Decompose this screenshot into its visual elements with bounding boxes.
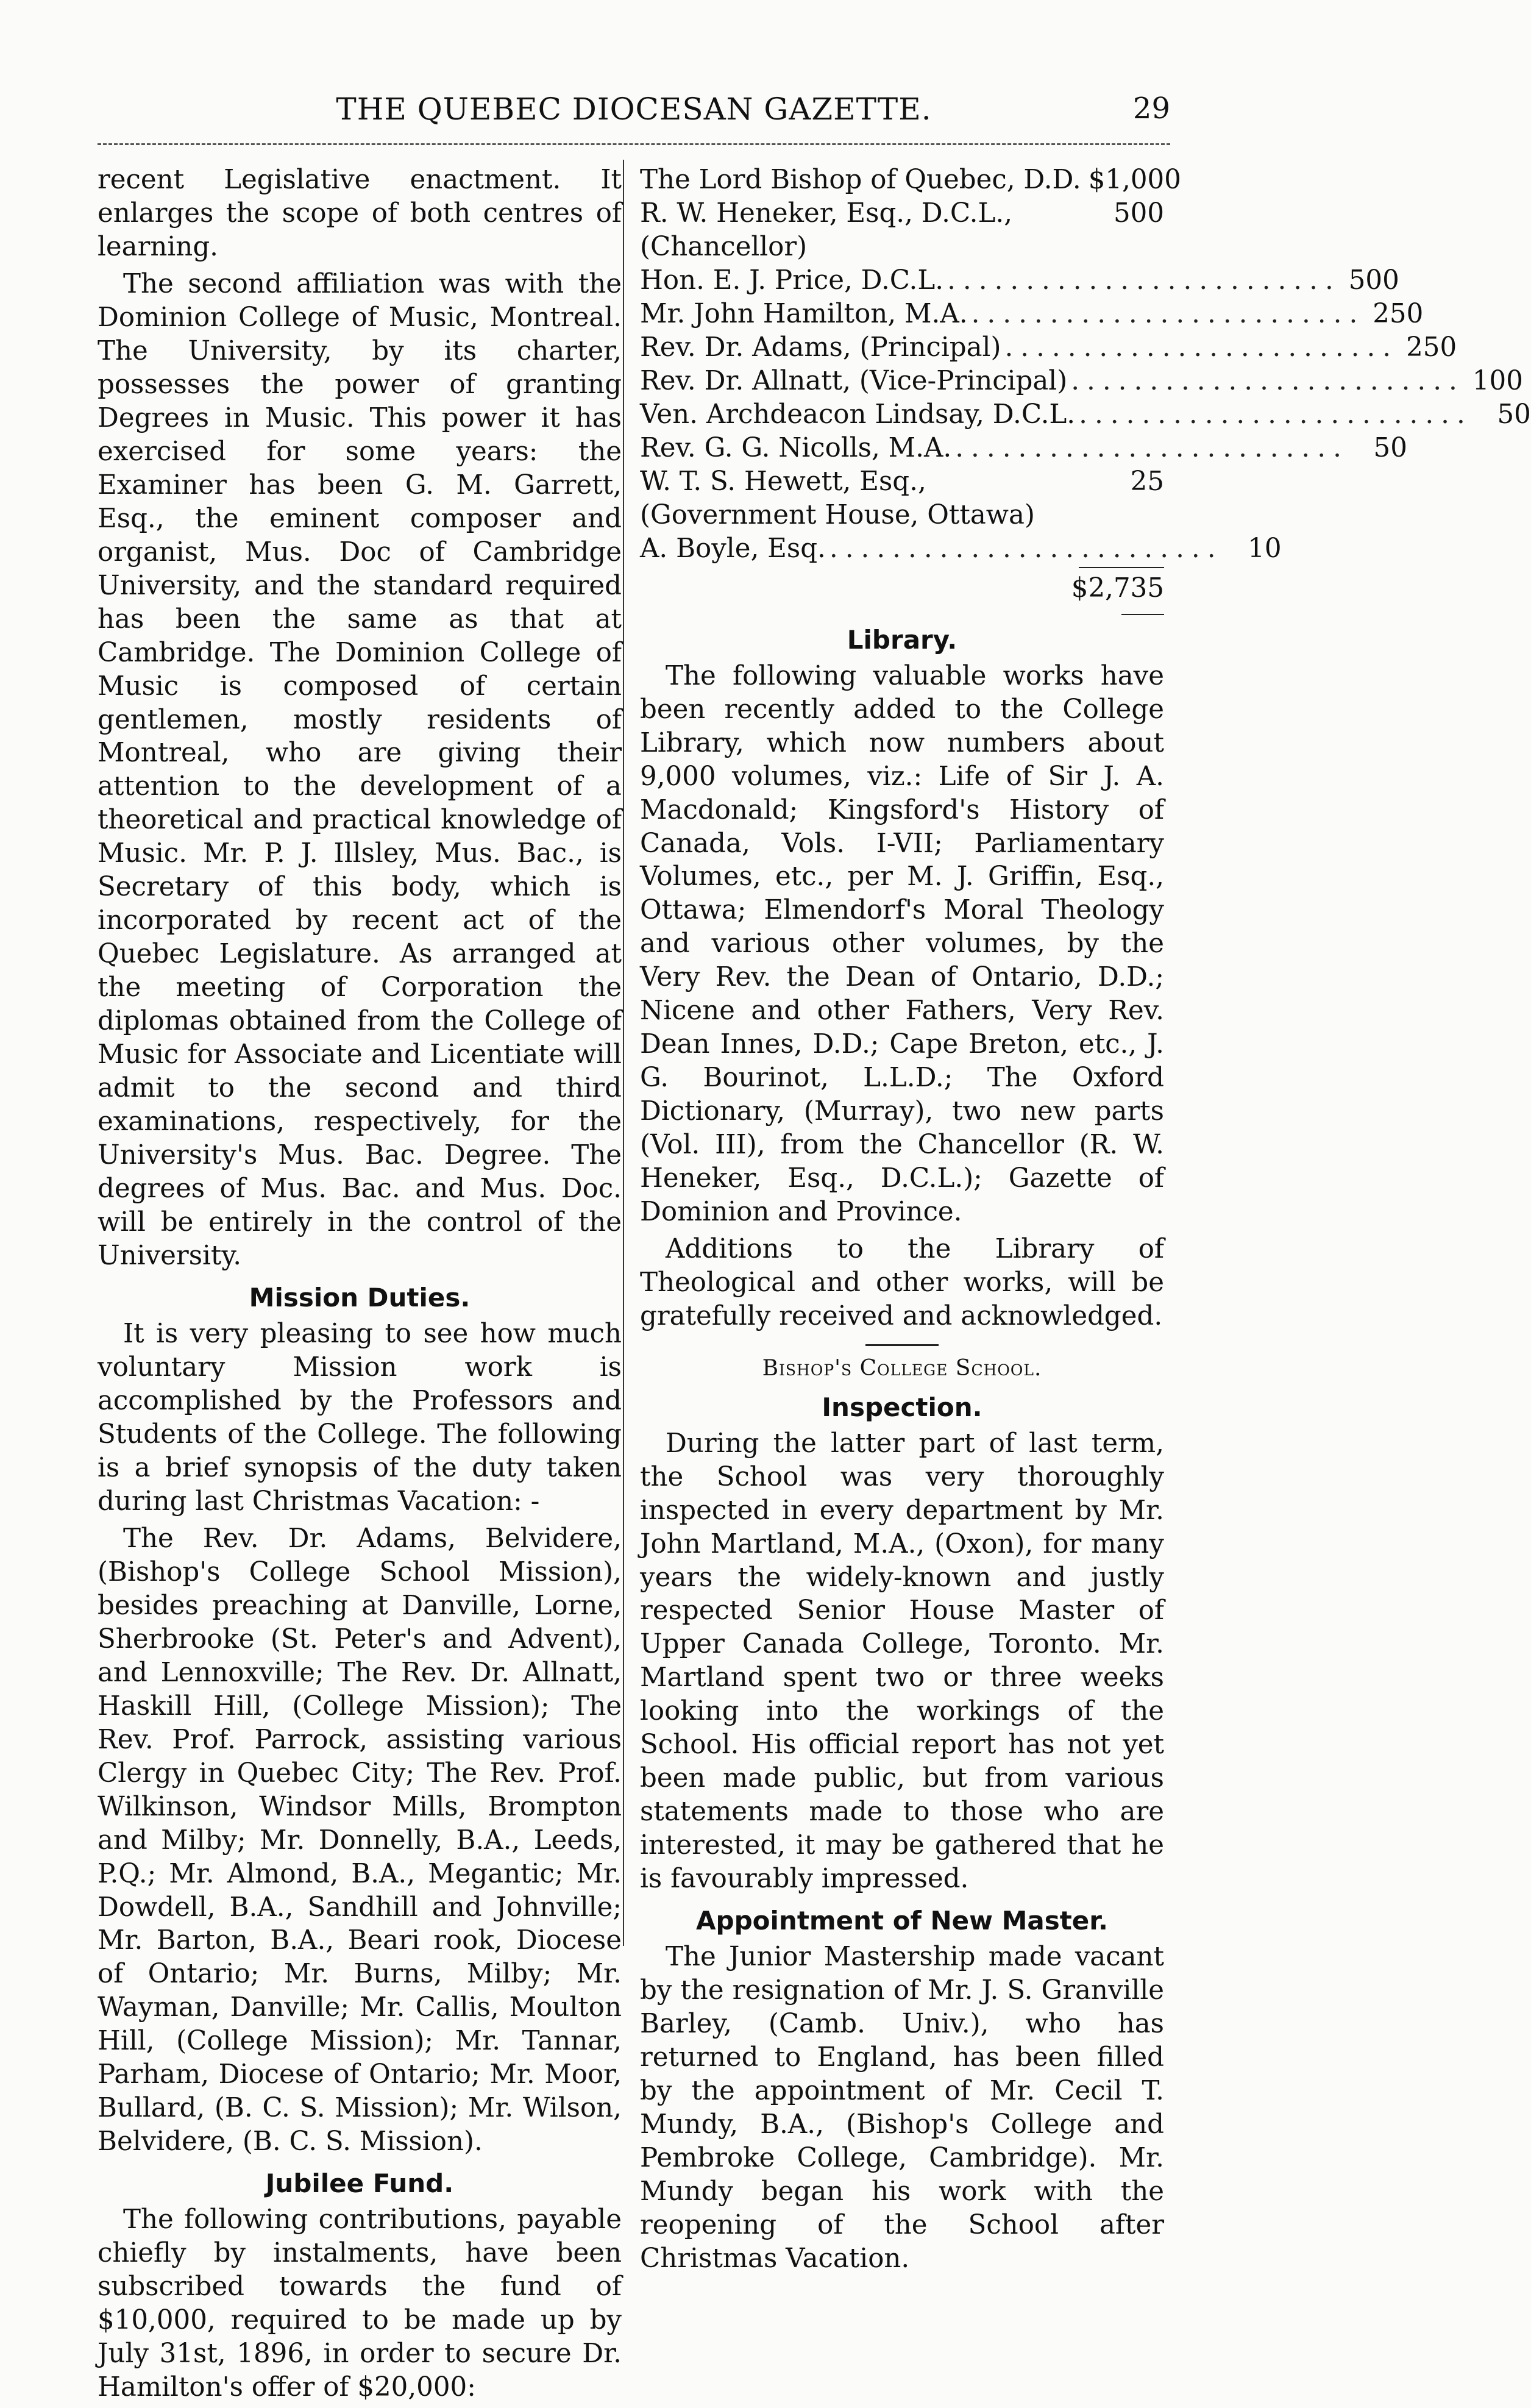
subscriber-name: R. W. Heneker, Esq., D.C.L., (Chancellor): [640, 198, 1013, 262]
subscription-amount: $1,000: [1088, 165, 1181, 195]
paragraph-library-additions: Additions to the Library of Theological and other works, will be gratefully received and acknowledged.: [640, 1234, 1164, 1332]
dot-leader: .........................: [955, 432, 1349, 463]
dot-leader: .........................: [1071, 365, 1465, 396]
left-column: [98, 163, 622, 2408]
dot-leader: .........................: [1079, 399, 1472, 430]
subscription-row: [640, 432, 1407, 465]
header-rule: [98, 143, 1170, 145]
subscriber-name: W. T. S. Hewett, Esq., (Government House, Ottawa): [640, 466, 1035, 530]
heading-mission-duties: Mission Duties.: [249, 1282, 471, 1313]
dot-leader: .........................: [829, 533, 1223, 564]
subscription-row: [640, 297, 1424, 331]
paragraph-music-affiliation: The second affiliation was with the Dominion College of Music, Montreal. The University, by its charter, possesses the power of granting Degrees in Music. This power it has exercised for some years: the Examiner has been G. M. Garrett, Esq., the eminent composer and organist, Mus. Doc of Cambridge University, and the standard required has been the same as that at Cambridge. The Dominion College of Music is composed of certain gentlemen, mostly residents of Montreal, who are giving their attention to the development of a theoretical and practical knowledge of Music. Mr. P. J. Illsley, Mus. Bac., is Secretary of this body, which is incorporated by recent act of the Quebec Legislature. As arranged at the meeting of Corporation the diplomas obtained from the College of Music for Associate and Licentiate will admit to the second and third examinations, respectively, for the University's Mus. Bac. Degree. The degrees of Mus. Bac. and Mus. Doc. will be entirely in the control of the University.: [98, 268, 622, 1271]
paragraph-mission-intro: It is very pleasing to see how much voluntary Mission work is accomplished by the Professors and Students of the College. The following is a brief synopsis of the duty taken during last Christmas Vacation: -: [98, 1319, 622, 1517]
subscriber-name: Rev. Dr. Adams, (Principal): [640, 332, 1001, 363]
subscription-amount: 50: [1497, 399, 1531, 430]
subscription-row: [640, 465, 1164, 532]
total-rule: [1079, 567, 1164, 568]
subscriber-name: Ven. Archdeacon Lindsay, D.C.L.: [640, 399, 1076, 430]
subscription-total: $2,735: [1071, 572, 1164, 604]
subscription-amount: 500: [1348, 265, 1399, 296]
subscription-amount: 100: [1472, 365, 1523, 396]
paragraph-library: The following valuable works have been recently added to the College Library, which now numbers about 9,000 volumes, viz.: Life of Sir J. A. Macdonald; Kingsford's History of Canada, Vols. I-VII; Parliamentary Volumes, etc., per M. J. Griffin, Esq., Ottawa; Elmendorf's Moral Theology and various other volumes, by the Very Rev. the Dean of Ontario, D.D.; Nicene and other Fathers, Very Rev. Dean Innes, D.D.; Cape Breton, etc., J. G. Bourinot, L.L.D.; The Oxford Dictionary, (Murray), two new parts (Vol. III), from the Chancellor (R. W. Heneker, Esq., D.C.L.); Gazette of Dominion and Province.: [640, 660, 1164, 1228]
subscriber-name: Mr. John Hamilton, M.A.: [640, 298, 968, 329]
running-head: [98, 91, 1170, 134]
paragraph-inspection: During the latter part of last term, the School was very thoroughly inspected in every department by Mr. John Martland, M.A., (Oxon), for many years the widely-known and justly respected Senior House Master of Upper Canada College, Toronto. Mr. Martland spent two or three weeks looking into the workings of the School. His official report has not yet been made public, but from various statements made to those who are interested, it may be gathered that he is favourably impressed.: [640, 1428, 1164, 1895]
page-number: 29: [1132, 91, 1170, 126]
right-column: [640, 163, 1531, 2279]
subscription-row: [640, 365, 1523, 398]
paragraph-legislative-continuation: recent Legislative enactment. It enlarges the scope of both centres of learning.: [98, 165, 622, 262]
subscription-row: [640, 398, 1531, 432]
heading-library: Library.: [847, 624, 957, 655]
column-divider: [623, 160, 624, 1946]
subscription-row: [640, 331, 1457, 365]
subscription-amount: 250: [1373, 298, 1424, 329]
subscriber-name: Rev. Dr. Allnatt, (Vice-Principal): [640, 365, 1068, 396]
subscription-row: [640, 163, 1181, 197]
paragraph-jubilee-fund: The following contributions, payable chiefly by instalments, have been subscribed towards the fund of $10,000, required to be made up by July 31st, 1896, in order to secure Dr. Hamilton's offer of $20,000:: [98, 2204, 622, 2403]
paragraph-mission-list: The Rev. Dr. Adams, Belvidere, (Bishop's College School Mission), besides preaching at Danville, Lorne, Sherbrooke (St. Peter's and Advent), and Lennoxville; The Rev. Dr. Allnatt, Haskill Hill, (College Mission); The Rev. Prof. Parrock, assisting various Clergy in Quebec City; The Rev. Prof. Wilkinson, Windsor Mills, Brompton and Milby; Mr. Donnelly, B.A., Leeds, P.Q.; Mr. Almond, B.A., Megantic; Mr. Dowdell, B.A., Sandhill and Johnville; Mr. Barton, B.A., Beari rook, Diocese of Ontario; Mr. Burns, Milby; Mr. Wayman, Danville; Mr. Callis, Moulton Hill, (College Mission); Mr. Tannar, Parham, Diocese of Ontario; Mr. Moor, Bullard, (B. C. S. Mission); Mr. Wilson, Belvidere, (B. C. S. Mission).: [98, 1523, 622, 2157]
heading-jubilee-fund: Jubilee Fund.: [265, 2168, 454, 2199]
subscription-amount: 25: [1130, 466, 1164, 497]
total-underline: [1121, 614, 1164, 615]
heading-appointment-new-master: Appointment of New Master.: [696, 1906, 1108, 1936]
paragraph-appointment: The Junior Mastership made vacant by the resignation of Mr. J. S. Granville Barley, (Camb. Univ.), who has returned to England, has been filled by the appointment of Mr. Cecil T. Mundy, B.A., (Bishop's College and Pembroke College, Cambridge). Mr. Mundy began his work with the reopening of the School after Christmas Vacation.: [640, 1942, 1164, 2274]
subscription-amount: 50: [1373, 432, 1407, 463]
subscriber-name: A. Boyle, Esq.: [640, 533, 826, 564]
dot-leader: .........................: [947, 265, 1341, 296]
subscription-row: [640, 197, 1164, 264]
section-rule: [865, 1344, 939, 1346]
publication-title: THE QUEBEC DIOCESAN GAZETTE.: [336, 91, 932, 127]
heading-bishops-college-school: Bishop's College School.: [762, 1356, 1042, 1381]
subscription-amount: 500: [1113, 198, 1164, 229]
dot-leader: .........................: [971, 298, 1365, 329]
subscription-list: [640, 163, 1531, 615]
heading-inspection: Inspection.: [822, 1392, 982, 1422]
subscriber-name: The Lord Bishop of Quebec, D.D.: [640, 165, 1081, 195]
subscription-row: [640, 532, 1282, 566]
subscriber-name: Rev. G. G. Nicolls, M.A.: [640, 432, 952, 463]
dot-leader: .........................: [1004, 332, 1399, 363]
subscription-amount: 250: [1406, 332, 1457, 363]
subscriber-name: Hon. E. J. Price, D.C.L.: [640, 265, 944, 296]
subscription-row: [640, 264, 1399, 297]
subscription-amount: 10: [1248, 533, 1282, 564]
